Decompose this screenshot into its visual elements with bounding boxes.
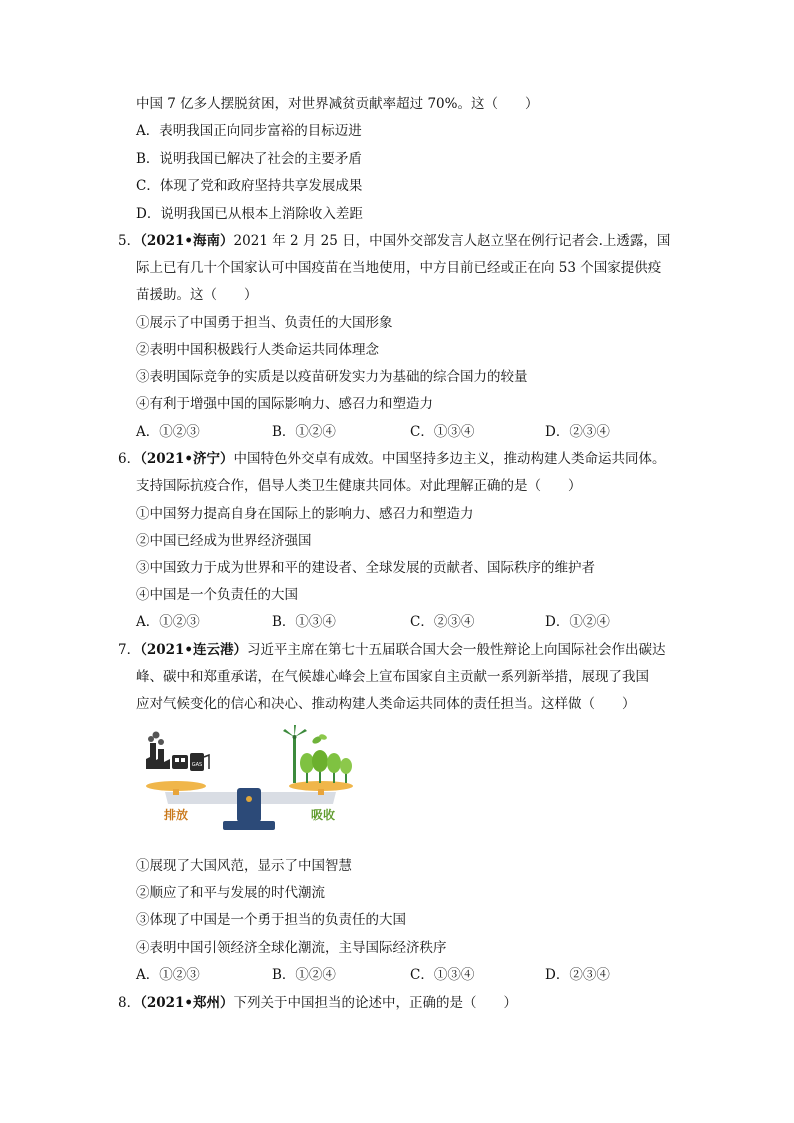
q6-statement-3: ③中国致力于成为世界和平的建设者、全球发展的贡献者、国际秩序的维护者 — [136, 560, 595, 576]
q7-source: （2021•连云港） — [140, 642, 248, 658]
q4-option-c: C．体现了党和政府坚持共享发展成果 — [136, 178, 363, 194]
balance-stand — [237, 788, 261, 822]
q5-stem-line-2: 际上已有几十个国家认可中国疫苗在当地使用，中方目前已经或正在向 53 个国家提供疫 — [136, 260, 662, 276]
q7-stem-text: 习近平主席在第七十五届联合国大会一般性辩论上向国际社会作出碳达 — [247, 642, 666, 658]
q7-stem-line-2: 峰、碳中和郑重承诺，在气候雄心峰会上宣布国家自主贡献一系列新举措，展现了我国 — [136, 669, 649, 685]
q6-number: 6． — [118, 451, 141, 467]
vehicle-icon — [172, 755, 188, 769]
q8-number: 8． — [118, 995, 141, 1011]
q6-option-d: D．①②④ — [545, 614, 610, 630]
q7-option-c: C．①③④ — [410, 967, 475, 983]
q8-stem-line-1 — [118, 993, 517, 1013]
q7-statement-1: ①展现了大国风范，显示了中国智慧 — [136, 858, 352, 874]
q5-stem-text: 2021 年 2 月 25 日，中国外交部发言人赵立坚在例行记者会.上透露，国 — [233, 233, 671, 249]
q7-stem-line-1 — [118, 640, 666, 660]
q6-statement-1: ①中国努力提高自身在国际上的影响力、感召力和塑造力 — [136, 506, 474, 522]
q8-stem-text: 下列关于中国担当的论述中，正确的是（ ） — [233, 995, 518, 1011]
q5-statement-3: ③表明国际竞争的实质是以疫苗研发实力为基础的综合国力的较量 — [136, 369, 528, 385]
carbon-balance-figure — [143, 725, 358, 835]
q7-statement-3: ③体现了中国是一个勇于担当的负责任的大国 — [136, 912, 406, 928]
trees-icon — [300, 750, 352, 783]
q7-statement-2: ②顺应了和平与发展的时代潮流 — [136, 885, 325, 901]
q6-statement-4: ④中国是一个负责任的大国 — [136, 587, 298, 603]
q6-statement-2: ②中国已经成为世界经济强国 — [136, 533, 312, 549]
q7-option-a: A．①②③ — [136, 967, 200, 983]
balance-scale-illustration — [143, 725, 358, 835]
factory-icon — [146, 732, 170, 770]
q5-option-a: A．①②③ — [136, 424, 200, 440]
gas-pump-icon — [190, 753, 209, 771]
q6-option-a: A．①②③ — [136, 614, 200, 630]
left-pan-post — [173, 789, 179, 795]
q7-statement-4: ④表明中国引领经济全球化潮流，主导国际经济秩序 — [136, 940, 447, 956]
q5-option-b: B．①②④ — [272, 424, 336, 440]
q6-stem-text: 中国特色外交卓有成效。中国坚持多边主义，推动构建人类命运共同体。 — [233, 451, 666, 467]
q7-stem-line-3: 应对气候变化的信心和决心、推动构建人类命运共同体的责任担当。这样做（ ） — [136, 696, 636, 712]
q6-option-c: C．②③④ — [410, 614, 475, 630]
q7-number: 7． — [118, 642, 141, 658]
q5-statement-2: ②表明中国积极践行人类命运共同体理念 — [136, 342, 379, 358]
q8-source: （2021•郑州） — [140, 995, 234, 1011]
q6-stem-line-1 — [118, 449, 666, 469]
q5-stem-line-1 — [118, 231, 670, 251]
balance-pivot — [246, 796, 252, 802]
q5-source: （2021•海南） — [140, 233, 234, 249]
q5-option-d: D．②③④ — [545, 424, 610, 440]
q5-number: 5． — [118, 233, 141, 249]
q5-stem-line-3: 苗援助。这（ ） — [136, 287, 258, 303]
q7-option-d: D．②③④ — [545, 967, 610, 983]
q4-option-b: B．说明我国已解决了社会的主要矛盾 — [136, 151, 362, 167]
right-pan-post — [318, 789, 324, 795]
q4-option-a: A．表明我国正向同步富裕的目标迈进 — [136, 123, 362, 139]
q5-statement-4: ④有利于增强中国的国际影响力、感召力和塑造力 — [136, 396, 433, 412]
q6-source: （2021•济宁） — [140, 451, 234, 467]
wind-turbine-icon — [283, 725, 307, 783]
absorption-label: 吸收 — [310, 808, 336, 822]
balance-base — [223, 821, 275, 830]
q6-stem-line-2: 支持国际抗疫合作，倡导人类卫生健康共同体。对此理解正确的是（ ） — [136, 478, 582, 494]
q4-option-d: D．说明我国已从根本上消除收入差距 — [136, 206, 363, 222]
q7-option-b: B．①②④ — [272, 967, 336, 983]
q6-option-b: B．①③④ — [272, 614, 336, 630]
gas-label: GAS — [191, 762, 203, 768]
q5-option-c: C．①③④ — [410, 424, 475, 440]
q5-statement-1: ①展示了中国勇于担当、负责任的大国形象 — [136, 315, 393, 331]
q4-stem: 中国 7 亿多人摆脱贫困，对世界减贫贡献率超过 70%。这（ ） — [136, 96, 539, 112]
leaf-icon — [311, 733, 327, 745]
emission-label: 排放 — [163, 808, 189, 822]
